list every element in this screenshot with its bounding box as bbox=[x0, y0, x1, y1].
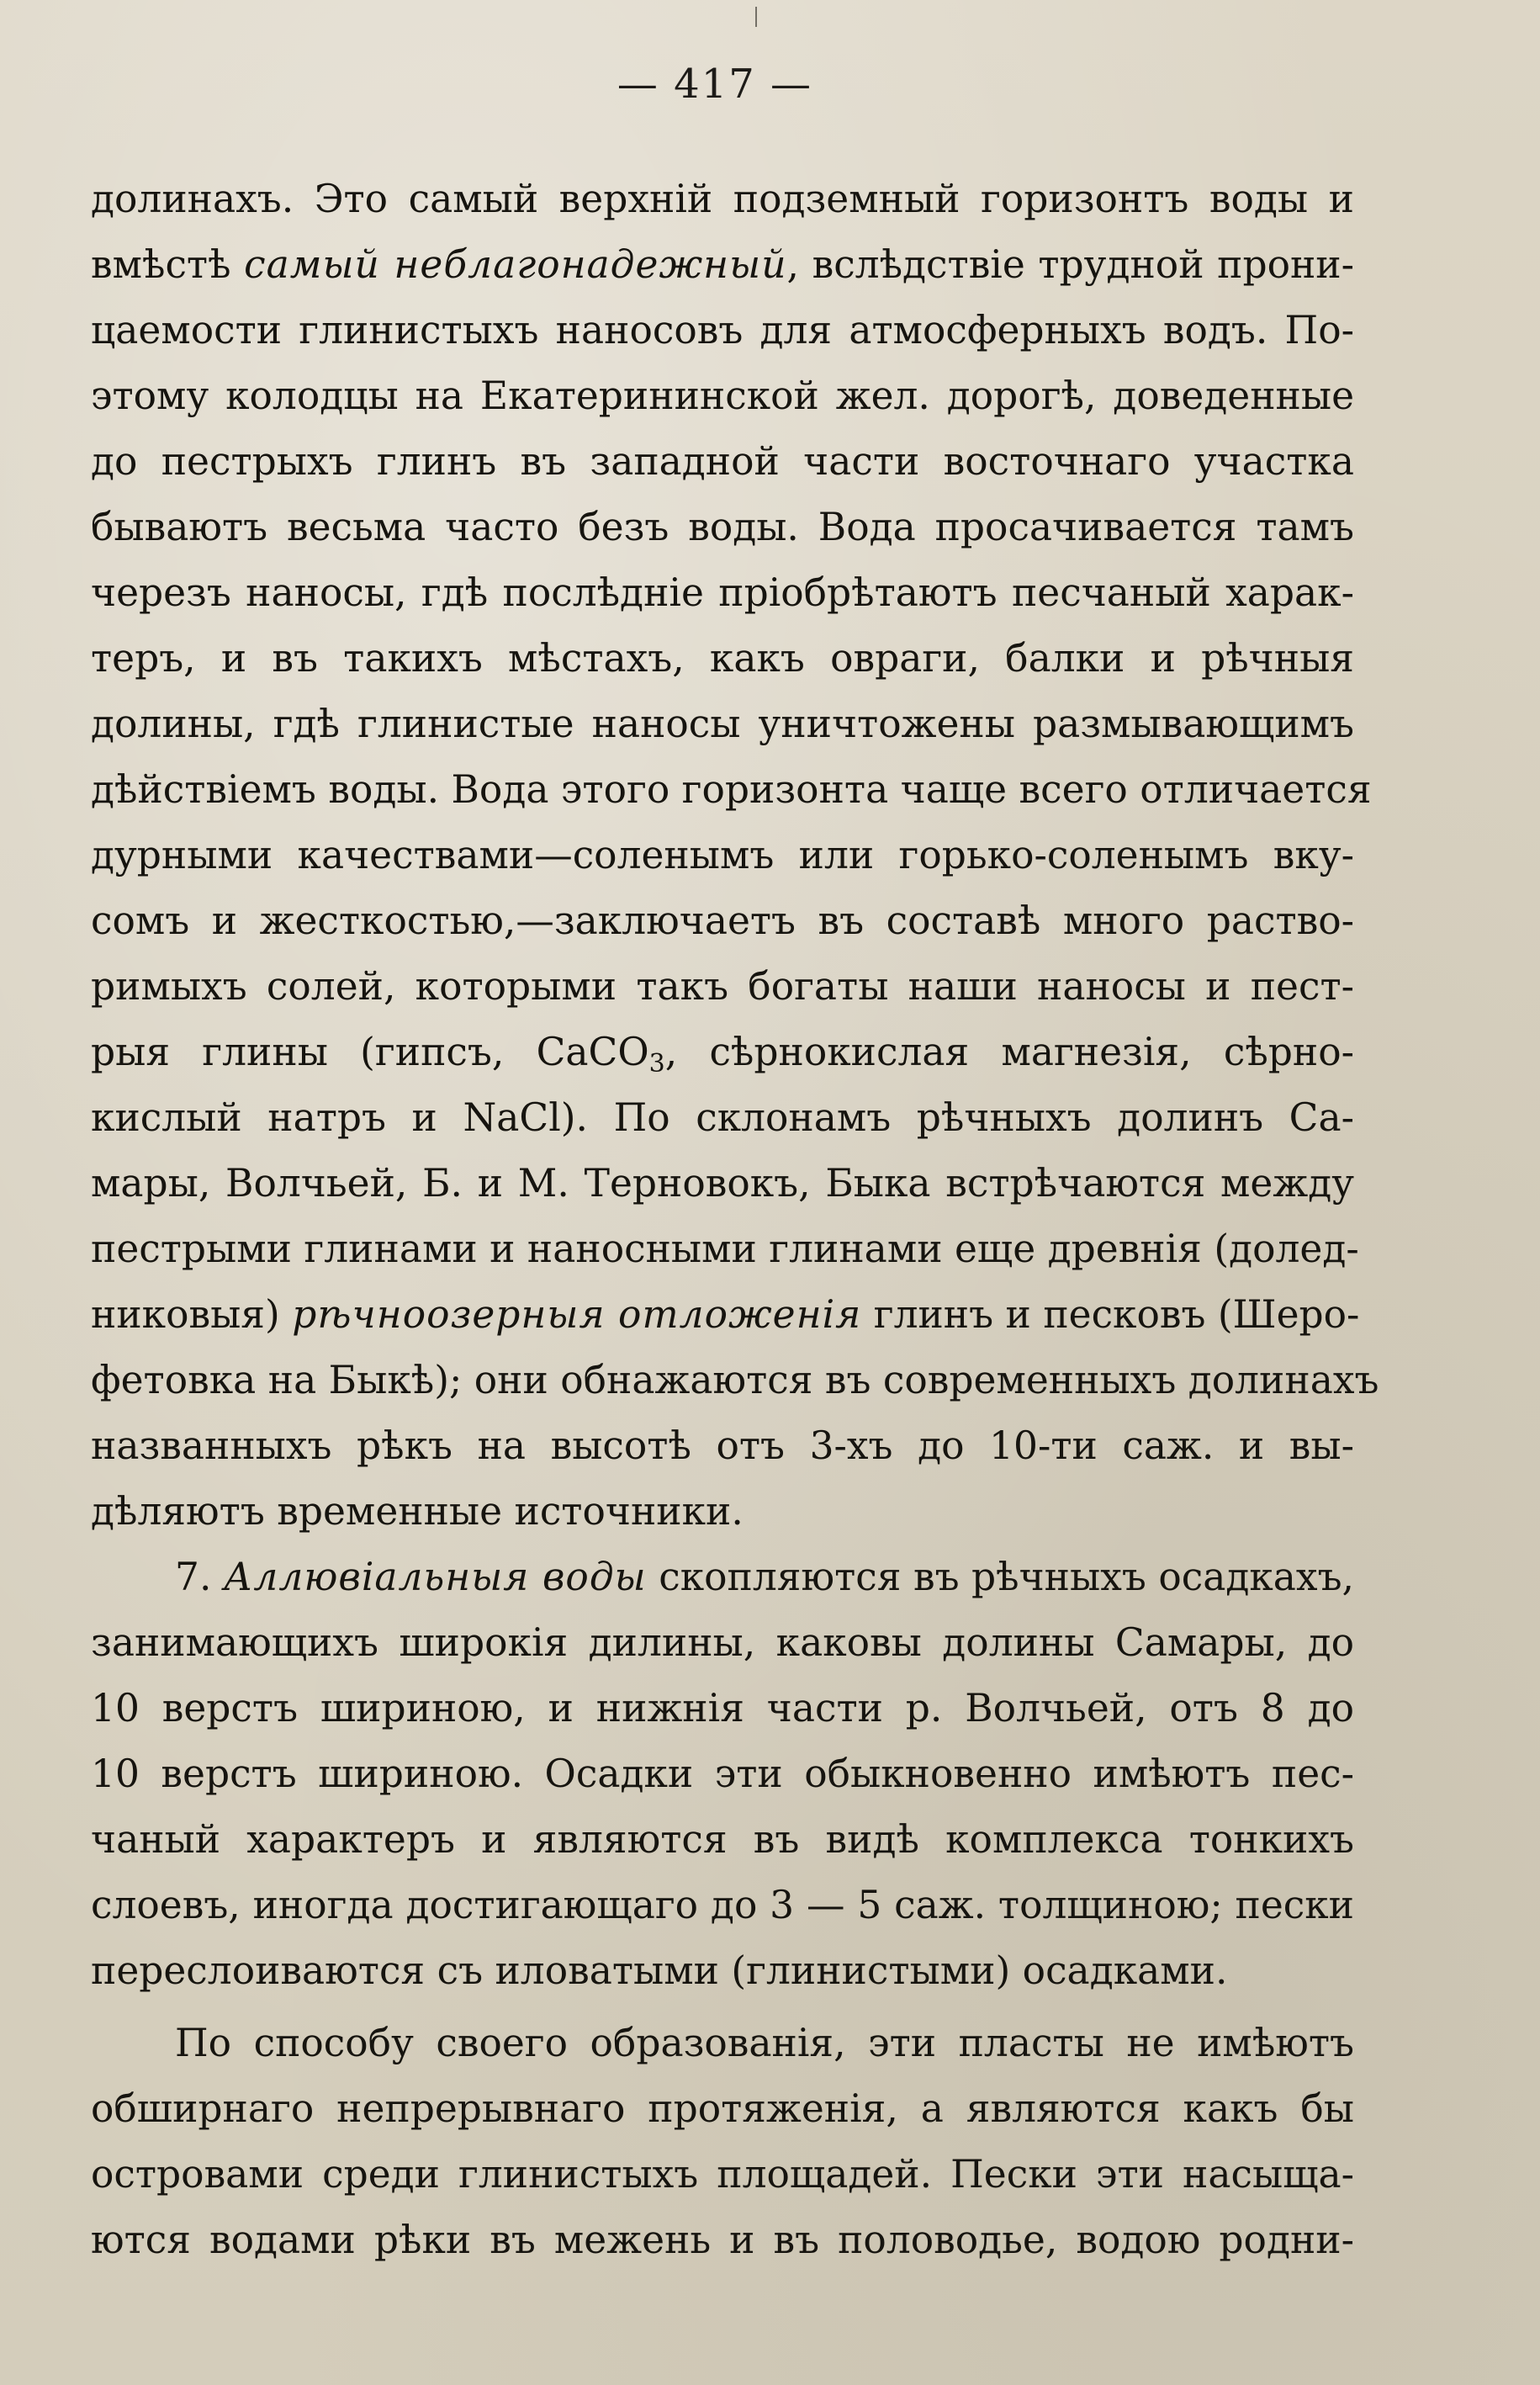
emphasis-text: рѣчноозерныя отложенія bbox=[292, 1292, 862, 1337]
text-line: долины, гдѣ глинистые наносы уничтожены размывающимъ bbox=[91, 702, 1354, 746]
body-text bbox=[91, 167, 1379, 2273]
text-line: до пестрыхъ глинъ въ западной части восточнаго участка bbox=[91, 439, 1354, 484]
text-line: долинахъ. Это самый верхній подземный горизонтъ воды и bbox=[91, 177, 1354, 221]
text-line: 10 верстъ шириною, и нижнія части р. Волчьей, отъ 8 до bbox=[91, 1686, 1354, 1730]
text-line: кислый натръ и NaCl). По склонамъ рѣчныхъ долинъ Са- bbox=[91, 1095, 1354, 1140]
text-line: дѣляютъ временные источники. bbox=[91, 1489, 744, 1534]
page-number: — 417 — bbox=[617, 61, 813, 108]
text-line: переслоиваются съ иловатыми (глинистыми) осадками. bbox=[91, 1948, 1228, 1993]
text-line: мары, Волчьей, Б. и М. Терновокъ, Быка встрѣчаются между bbox=[91, 1161, 1354, 1206]
text-line: теръ, и въ такихъ мѣстахъ, какъ овраги, балки и рѣчныя bbox=[91, 636, 1354, 681]
text-line: По способу своего образованія, эти пласты не имѣютъ bbox=[175, 2021, 1354, 2065]
text-line: 7. Аллювіальныя воды скопляются въ рѣчныхъ осадкахъ, bbox=[175, 1555, 1354, 1599]
text-line: бываютъ весьма часто безъ воды. Вода просачивается тамъ bbox=[91, 505, 1354, 549]
text-line: занимающихъ широкія дилины, каковы долины Самары, до bbox=[91, 1620, 1354, 1665]
paragraph-gap bbox=[91, 2004, 1354, 2011]
text-line: островами среди глинистыхъ площадей. Пески эти насыща- bbox=[91, 2152, 1354, 2197]
scan-mark bbox=[755, 7, 757, 27]
text-line: названныхъ рѣкъ на высотѣ отъ 3-хъ до 10-ти саж. и вы- bbox=[91, 1423, 1354, 1468]
subscript: 3 bbox=[648, 1049, 665, 1079]
emphasis-text: самый неблагонадежный bbox=[244, 242, 787, 287]
text-line: черезъ наносы, гдѣ послѣдніе пріобрѣтаютъ песчаный харак- bbox=[91, 570, 1354, 615]
text-line: 10 верстъ шириною. Осадки эти обыкновенно имѣютъ пес- bbox=[91, 1752, 1354, 1796]
text-line: фетовка на Быкѣ); они обнажаются въ современныхъ долинахъ bbox=[91, 1358, 1379, 1402]
text-line: цаемости глинистыхъ наносовъ для атмосферныхъ водъ. По- bbox=[91, 308, 1354, 352]
text-line: рыя глины (гипсъ, CaCO$_3$, сѣрнокислая магнезія, сѣрно- bbox=[91, 1030, 1354, 1079]
paragraph-1 bbox=[91, 167, 1379, 1545]
text-line: никовыя) рѣчноозерныя отложенія глинъ и песковъ (Шеро- bbox=[91, 1292, 1360, 1337]
emphasis-text: Аллювіальныя воды bbox=[223, 1555, 647, 1599]
text-line: слоевъ, иногда достигающаго до 3 — 5 саж. толщиною; пески bbox=[91, 1883, 1354, 1927]
text-line: дурными качествами—соленымъ или горько-соленымъ вку- bbox=[91, 833, 1354, 877]
text-line: ются водами рѣки въ межень и въ половодье, водою родни- bbox=[91, 2218, 1354, 2262]
text-line: вмѣстѣ самый неблагонадежный, вслѣдствіе трудной прони- bbox=[91, 242, 1354, 287]
text-line: чаный характеръ и являются въ видѣ комплекса тонкихъ bbox=[91, 1817, 1354, 1862]
paragraph-3 bbox=[91, 2011, 1354, 2273]
text-line: пестрыми глинами и наносными глинами еще древнія (долед- bbox=[91, 1227, 1359, 1271]
text-line: римыхъ солей, которыми такъ богаты наши наносы и пест- bbox=[91, 964, 1354, 1009]
paragraph-2 bbox=[91, 1545, 1354, 2004]
text-line: обширнаго непрерывнаго протяженія, а являются какъ бы bbox=[91, 2086, 1354, 2131]
text-line: дѣйствіемъ воды. Вода этого горизонта чаще всего отличается bbox=[91, 767, 1372, 812]
text-line: сомъ и жесткостью,—заключаетъ въ составѣ много раство- bbox=[91, 898, 1354, 943]
text-line: этому колодцы на Екатерининской жел. дорогѣ, доведенные bbox=[91, 374, 1354, 418]
